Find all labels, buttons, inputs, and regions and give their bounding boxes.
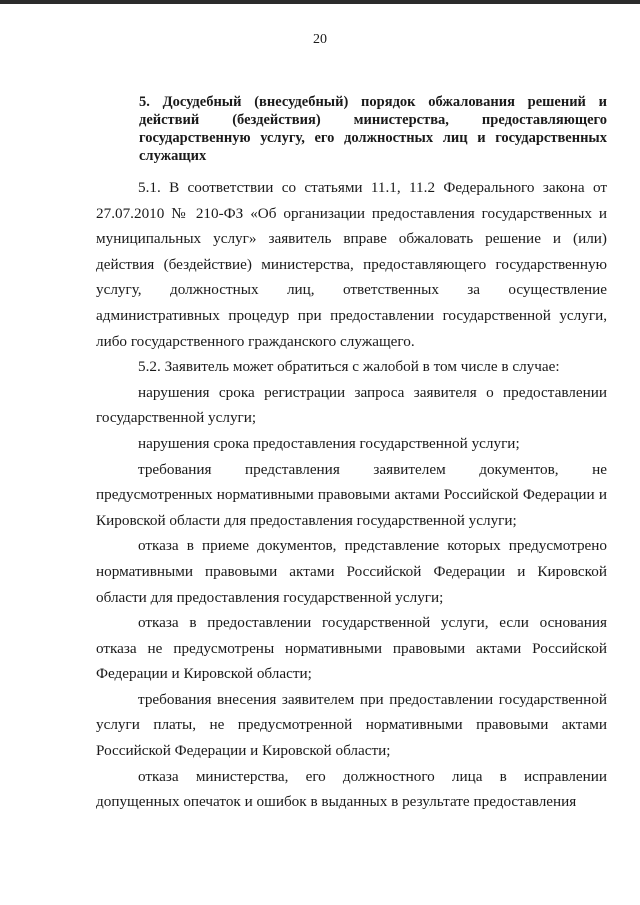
list-item: отказа министерства, его должностного лица в исправлении допущенных опечаток и ошибок в выданных в результате предоставления	[96, 767, 607, 811]
section-number: 5.	[139, 94, 150, 110]
list-item: отказа в предоставлении государственной услуги, если основания отказа не предусмотрены нормативными правовыми актами Российской Федерации и Кировской области;	[96, 614, 607, 683]
section-heading	[139, 93, 607, 165]
paragraph-5-1: 5.1. В соответствии со статьями 11.1, 11.2 Федерального закона от 27.07.2010 № 210-ФЗ «Об организации предоставления государственных и муниципальных услуг» заявитель вправе обжаловать решение и (или) действия (бездействие) министерства, предоставляющего государственную услугу, должностных лиц, ответственных за осуществление административных процедур при предоставлении государственной услуги, либо государственного гражданского служащего.	[96, 179, 607, 350]
paragraph-5-2: 5.2. Заявитель может обратиться с жалобой в том числе в случае:	[138, 358, 560, 376]
page-number: 20	[313, 32, 327, 47]
list-item: нарушения срока регистрации запроса заявителя о предоставлении государственной услуги;	[96, 383, 607, 427]
list-item: нарушения срока предоставления государственной услуги;	[138, 434, 520, 452]
section-title: Досудебный (внесудебный) порядок обжалования решений и действий (бездействия) министерства, предоставляющего государственную услугу, его должностных лиц и государственных служащих	[139, 94, 608, 164]
document-body	[96, 175, 607, 815]
top-border-line	[0, 0, 640, 4]
list-item: отказа в приеме документов, представление которых предусмотрено нормативными правовыми актами Российской Федерации и Кировской области для предоставления государственной услуги;	[96, 537, 607, 606]
list-item: требования внесения заявителем при предоставлении государственной услуги платы, не предусмотренной нормативными правовыми актами Российской Федерации и Кировской области;	[96, 690, 607, 760]
list-item: требования представления заявителем документов, не предусмотренных нормативными правовыми актами Российской Федерации и Кировской области для предоставления государственной услуги;	[96, 460, 607, 529]
